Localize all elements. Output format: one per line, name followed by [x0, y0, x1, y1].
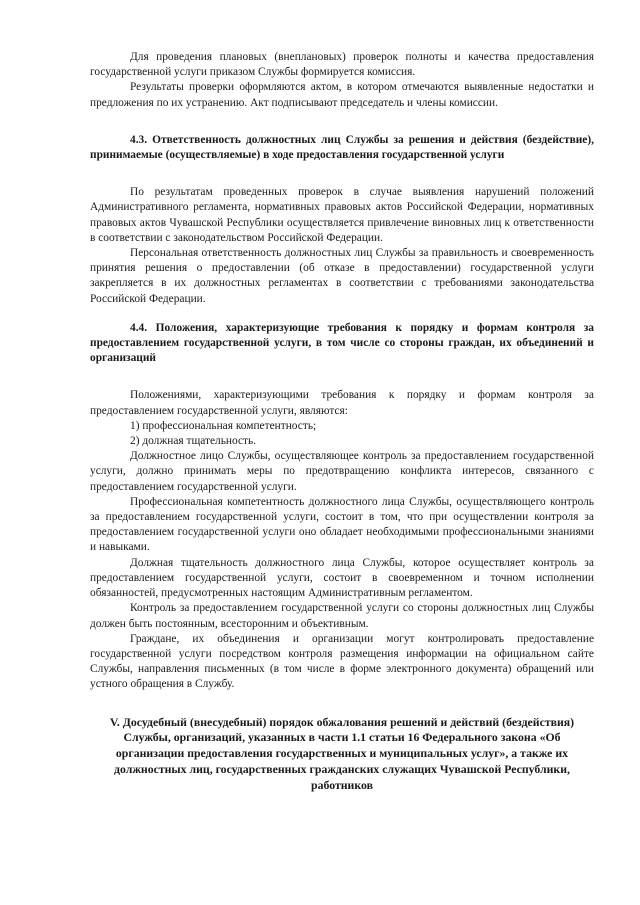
document-page	[90, 50, 594, 794]
paragraph: Для проведения плановых (внеплановых) проверок полноты и качества предоставления государственной услуги приказом Службы формируется комиссия.	[90, 51, 594, 79]
paragraph: Положениями, характеризующими требования к порядку и формам контроля за предоставлением государственной услуги, являются:	[90, 389, 594, 417]
paragraph: Профессиональная компетентность должностного лица Службы, осуществляющего контроль за предоставлением государственной услуги, состоит в том, что при осуществлении контроля за предоставлением государственной услуги оно обладает необходимыми профессиональными знаниями и навыками.	[90, 495, 594, 554]
paragraph: Должная тщательность должностного лица Службы, которое осуществляет контроль за предоставлением государственной услуги, состоит в своевременном и точном исполнении обязанностей, предусмотренных настоящим Административным регламентом.	[90, 556, 594, 600]
paragraph: Должностное лицо Службы, осуществляющее контроль за предоставлением государственной услуги, должно принимать меры по предотвращению конфликта интересов, связанного с предоставлением государственной услуги.	[90, 450, 594, 493]
section-heading-4-4: 4.4. Положения, характеризующие требования к порядку и формам контроля за предоставлением государственной услуги, в том числе со стороны граждан, их объединений и организаций	[90, 321, 594, 365]
paragraph: Контроль за предоставлением государственной услуги со стороны должностных лиц Службы должен быть постоянным, всесторонним и объективным.	[90, 602, 594, 630]
list-item: 2) должная тщательность.	[130, 435, 257, 448]
section-heading-4-3: 4.3. Ответственность должностных лиц Службы за решения и действия (бездействие), принимаемые (осуществляемые) в ходе предоставления государственной услуги	[90, 133, 594, 162]
list-item: 1) профессиональная компетентность;	[130, 419, 317, 432]
paragraph: Граждане, их объединения и организации могут контролировать предоставление государственной услуги посредством контроля размещения информации на официальном сайте Службы, направления письменных (в том числе в форме электронного документа) обращений или устного обращения в Службу.	[90, 632, 594, 691]
paragraph: По результатам проведенных проверок в случае выявления нарушений положений Административного регламента, нормативных правовых актов Российской Федерации, нормативных правовых актов Чувашской Республики осуществляется привлечение виновных лиц к ответственности в соответствии с законодательством Российской Федерации.	[90, 186, 594, 244]
paragraph: Результаты проверки оформляются актом, в котором отмечаются выявленные недостатки и предложения по их устранению. Акт подписывают председатель и члены комиссии.	[90, 81, 594, 109]
paragraph: Персональная ответственность должностных лиц Службы за правильность и своевременность принятия решения о предоставлении (об отказе в предоставлении) государственной услуги закрепляется в их должностных регламентах в соответствии с требованиями законодательства Российской Федерации.	[90, 247, 594, 305]
chapter-heading-v: V. Досудебный (внесудебный) порядок обжалования решений и действий (бездействия) Службы, организаций, указанных в части 1.1 статьи 16 Федерального закона «Об организации предоставления государственных и муниципальных услуг», а также их должностных лиц, государственных гражданских служащих Чувашской Республики, работников	[109, 714, 575, 792]
